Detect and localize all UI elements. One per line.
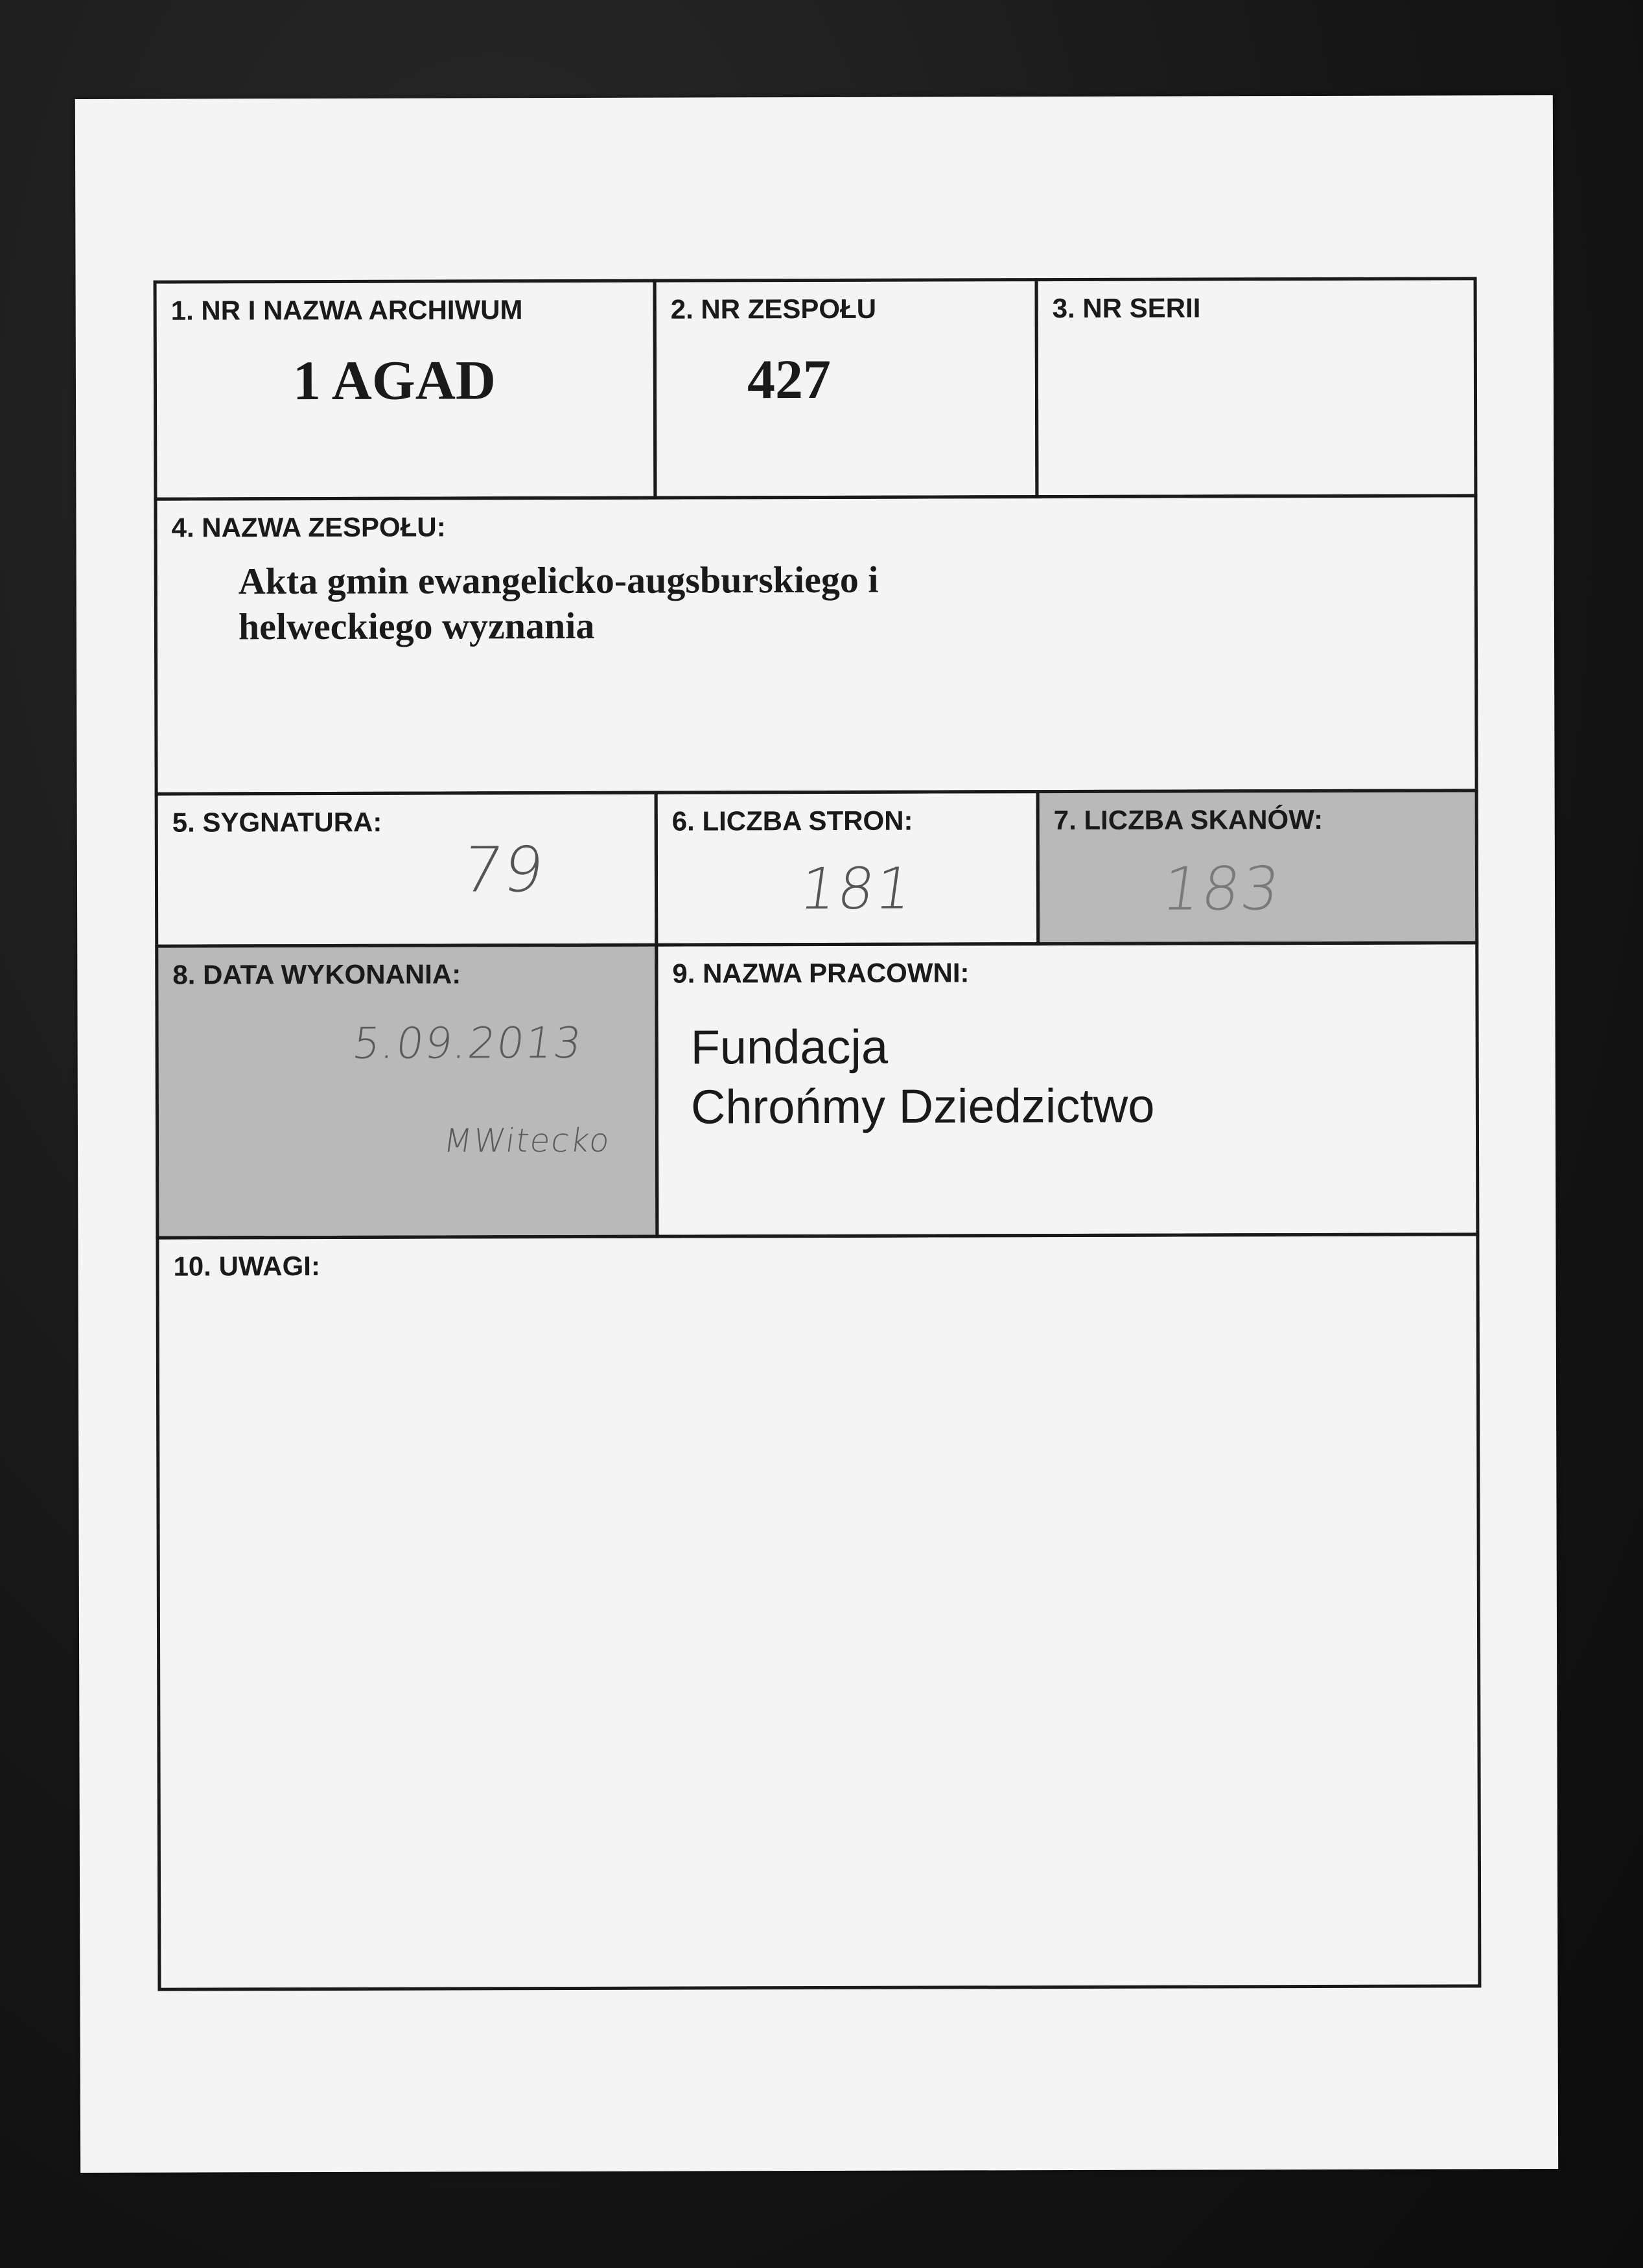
- date-value: 5.09.2013: [349, 1017, 586, 1069]
- archive-cell: [154, 279, 657, 501]
- fond-number-label: 2. NR ZESPOŁU: [670, 293, 877, 325]
- fond-name-cell: [154, 494, 1478, 795]
- workshop-label: 9. NAZWA PRACOWNI:: [672, 957, 970, 989]
- page-count-value: 181: [795, 855, 918, 923]
- fond-name-value: [239, 557, 879, 650]
- workshop-name-line-1: Fundacja: [690, 1019, 889, 1074]
- scan-count-value: 183: [1158, 854, 1286, 924]
- scan-count-label: 7. LICZBA SKANÓW:: [1053, 804, 1323, 836]
- scan-count-cell: [1036, 789, 1479, 945]
- fond-name-line-2: helweckiego wyznania: [238, 604, 595, 648]
- series-number-cell: [1035, 277, 1478, 498]
- archive-value: 1 AGAD: [292, 349, 496, 412]
- page-count-cell: [655, 790, 1040, 947]
- date-cell: [155, 943, 658, 1240]
- fond-number-value: 427: [747, 347, 832, 411]
- signature-cell: [155, 791, 658, 948]
- series-number-label: 3. NR SERII: [1052, 292, 1201, 324]
- fond-number-cell: [653, 278, 1039, 500]
- workshop-cell: [655, 941, 1479, 1238]
- signature-label: 5. SYGNATURA:: [172, 806, 382, 838]
- remarks-label: 10. UWAGI:: [173, 1251, 320, 1282]
- metadata-form: [154, 277, 1482, 1991]
- page-count-label: 6. LICZBA STRON:: [671, 805, 913, 837]
- workshop-name: [691, 1017, 1155, 1137]
- workshop-name-line-2: Chrońmy Dziedzictwo: [690, 1078, 1155, 1134]
- document-sheet: [75, 95, 1558, 2173]
- signature-value: 79: [458, 833, 550, 907]
- remarks-cell: [156, 1232, 1481, 1991]
- date-label: 8. DATA WYKONANIA:: [172, 958, 461, 990]
- archive-label: 1. NR I NAZWA ARCHIWUM: [170, 294, 523, 326]
- operator-signature: MWitecko: [441, 1121, 614, 1160]
- fond-name-line-1: Akta gmin ewangelicko-augsburskiego i: [238, 558, 879, 603]
- fond-name-label: 4. NAZWA ZESPOŁU:: [171, 511, 446, 543]
